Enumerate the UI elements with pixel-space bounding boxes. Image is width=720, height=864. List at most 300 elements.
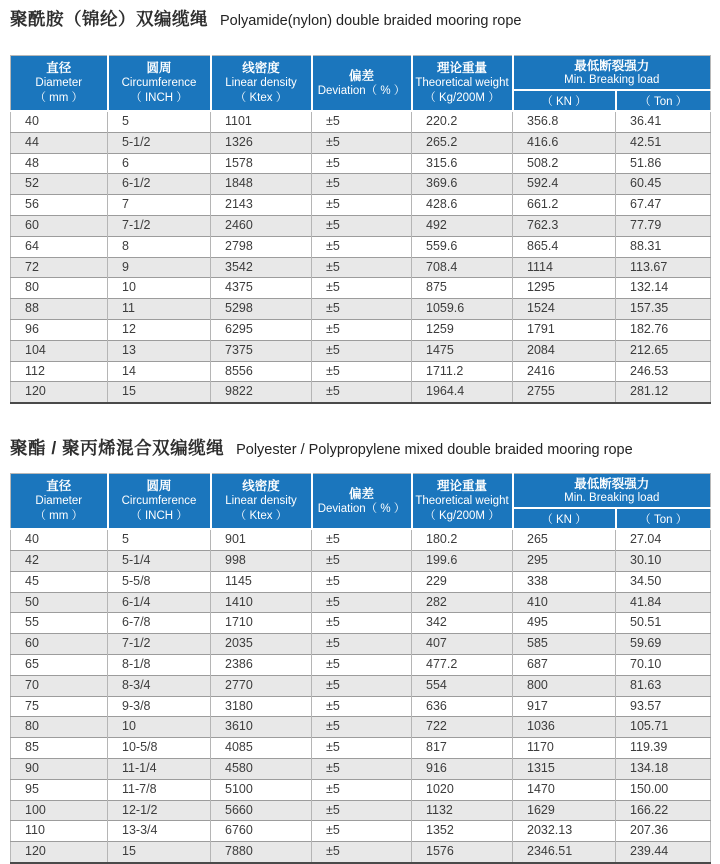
cell: 9822: [211, 382, 312, 403]
breaking-load-stack: [514, 57, 711, 89]
cell: 1315: [513, 758, 616, 779]
cell: 6: [108, 153, 211, 174]
cell: 55: [11, 613, 108, 634]
table-row: [11, 236, 711, 257]
cell: 1352: [412, 821, 513, 842]
column-header-stack: [313, 56, 411, 110]
cell: 93.57: [616, 696, 711, 717]
cell: 14: [108, 361, 211, 382]
cell: 65: [11, 654, 108, 675]
cell: 30.10: [616, 550, 711, 571]
column-header-en: Linear density: [225, 77, 297, 89]
cell: 800: [513, 675, 616, 696]
cell: 40: [11, 111, 108, 132]
cell: 88.31: [616, 236, 711, 257]
cell: 12-1/2: [108, 800, 211, 821]
column-header-unit: （ Ktex ）: [234, 92, 288, 104]
cell: 1576: [412, 842, 513, 863]
cell: 1145: [211, 571, 312, 592]
cell: 182.76: [616, 319, 711, 340]
cell: 508.2: [513, 153, 616, 174]
column-header-unit: （ mm ）: [34, 510, 84, 523]
cell: 708.4: [412, 257, 513, 278]
column-header-stack: [413, 56, 512, 110]
table-row: [11, 153, 711, 174]
table-row: [11, 613, 711, 634]
cell: 2386: [211, 654, 312, 675]
cell: 50.51: [616, 613, 711, 634]
cell: 998: [211, 550, 312, 571]
cell: 100: [11, 800, 108, 821]
table-row: [11, 717, 711, 738]
cell: 2035: [211, 634, 312, 655]
column-header-unit: （ Kg/200M ）: [424, 510, 500, 523]
polyamide-rope-table: [10, 55, 711, 404]
cell: 3180: [211, 696, 312, 717]
cell: 10: [108, 278, 211, 299]
column-header-en: Diameter: [35, 495, 83, 508]
cell: 120: [11, 842, 108, 863]
cell: 901: [211, 529, 312, 550]
cell: 1410: [211, 592, 312, 613]
cell: ±5: [312, 132, 412, 153]
cell: 5: [108, 529, 211, 550]
cell: 1170: [513, 738, 616, 759]
cell: ±5: [312, 153, 412, 174]
table-body: [11, 111, 711, 403]
column-header-stack: [212, 56, 311, 110]
table-row: [11, 571, 711, 592]
cell: 13: [108, 340, 211, 361]
cell: ±5: [312, 278, 412, 299]
cell: ±5: [312, 634, 412, 655]
breaking-load-zh: 最低断裂强力: [574, 476, 650, 491]
cell: 9: [108, 257, 211, 278]
table-row: [11, 550, 711, 571]
cell: 48: [11, 153, 108, 174]
cell: 7-1/2: [108, 634, 211, 655]
cell: 7: [108, 195, 211, 216]
cell: 7375: [211, 340, 312, 361]
cell: 1475: [412, 340, 513, 361]
cell: 104: [11, 340, 108, 361]
polyamide-table-title: [10, 8, 710, 32]
cell: 265: [513, 529, 616, 550]
cell: 2416: [513, 361, 616, 382]
table-row: [11, 319, 711, 340]
cell: ±5: [312, 382, 412, 403]
cell: 50: [11, 592, 108, 613]
cell: 6-1/2: [108, 174, 211, 195]
table-row: [11, 340, 711, 361]
cell: 10-5/8: [108, 738, 211, 759]
table-header: [11, 56, 711, 112]
cell: 220.2: [412, 111, 513, 132]
table-row: [11, 654, 711, 675]
cell: 722: [412, 717, 513, 738]
cell: ±5: [312, 738, 412, 759]
cell: 8-1/8: [108, 654, 211, 675]
cell: 95: [11, 779, 108, 800]
cell: ±5: [312, 111, 412, 132]
cell: 5298: [211, 299, 312, 320]
cell: 636: [412, 696, 513, 717]
cell: 36.41: [616, 111, 711, 132]
cell: ±5: [312, 550, 412, 571]
cell: 10: [108, 717, 211, 738]
cell: 8-3/4: [108, 675, 211, 696]
cell: 157.35: [616, 299, 711, 320]
polyester-rope-table: [10, 473, 711, 864]
column-header-stack: [11, 56, 107, 110]
cell: 5-5/8: [108, 571, 211, 592]
table-row: [11, 592, 711, 613]
column-header-unit: （ INCH ）: [130, 92, 188, 104]
cell: 120: [11, 382, 108, 403]
cell: 150.00: [616, 779, 711, 800]
cell: 75: [11, 696, 108, 717]
cell: ±5: [312, 654, 412, 675]
breaking-load-stack: [514, 475, 711, 507]
cell: 56: [11, 195, 108, 216]
breaking-load-sub-kn: （ KN ）: [513, 90, 616, 111]
cell: 90: [11, 758, 108, 779]
column-header-en: Theoretical weight: [415, 77, 509, 89]
column-header-4: [312, 56, 412, 112]
table-row: [11, 215, 711, 236]
cell: ±5: [312, 529, 412, 550]
cell: 315.6: [412, 153, 513, 174]
cell: ±5: [312, 821, 412, 842]
cell: 229: [412, 571, 513, 592]
cell: 865.4: [513, 236, 616, 257]
cell: 8556: [211, 361, 312, 382]
column-header-stack: [413, 474, 512, 528]
column-header-zh: 线密度: [242, 479, 280, 494]
column-header-en: Deviation（ % ）: [317, 502, 406, 515]
cell: 8: [108, 236, 211, 257]
cell: 3542: [211, 257, 312, 278]
cell: ±5: [312, 675, 412, 696]
cell: 2032.13: [513, 821, 616, 842]
cell: 4375: [211, 278, 312, 299]
cell: 661.2: [513, 195, 616, 216]
cell: 180.2: [412, 529, 513, 550]
cell: 1036: [513, 717, 616, 738]
cell: ±5: [312, 800, 412, 821]
cell: 42.51: [616, 132, 711, 153]
column-header-en: Diameter: [35, 77, 83, 89]
table-row: [11, 738, 711, 759]
cell: 492: [412, 215, 513, 236]
cell: 134.18: [616, 758, 711, 779]
breaking-load-sub-ton: （ Ton ）: [616, 90, 711, 111]
cell: 112: [11, 361, 108, 382]
column-header-en: Deviation（ % ）: [317, 84, 406, 97]
cell: 2755: [513, 382, 616, 403]
cell: 1059.6: [412, 299, 513, 320]
cell: 15: [108, 842, 211, 863]
cell: 1295: [513, 278, 616, 299]
cell: 6295: [211, 319, 312, 340]
cell: 45: [11, 571, 108, 592]
cell: 59.69: [616, 634, 711, 655]
cell: 477.2: [412, 654, 513, 675]
cell: 34.50: [616, 571, 711, 592]
cell: 60.45: [616, 174, 711, 195]
breaking-load-zh: 最低断裂强力: [574, 58, 650, 73]
cell: 4580: [211, 758, 312, 779]
column-header-stack: [313, 474, 411, 528]
cell: 1101: [211, 111, 312, 132]
cell: 239.44: [616, 842, 711, 863]
table-row: [11, 299, 711, 320]
cell: ±5: [312, 340, 412, 361]
cell: 81.63: [616, 675, 711, 696]
cell: 416.6: [513, 132, 616, 153]
cell: 1710: [211, 613, 312, 634]
cell: 559.6: [412, 236, 513, 257]
cell: 1524: [513, 299, 616, 320]
cell: 3610: [211, 717, 312, 738]
column-header-2: [108, 474, 211, 530]
breaking-load-en: Min. Breaking load: [564, 73, 660, 86]
cell: ±5: [312, 319, 412, 340]
cell: 295: [513, 550, 616, 571]
column-header-5: [412, 474, 513, 530]
cell: 1326: [211, 132, 312, 153]
cell: 6760: [211, 821, 312, 842]
cell: ±5: [312, 613, 412, 634]
cell: 265.2: [412, 132, 513, 153]
cell: 44: [11, 132, 108, 153]
table-row: [11, 111, 711, 132]
table-row: [11, 132, 711, 153]
cell: 428.6: [412, 195, 513, 216]
breaking-load-en: Min. Breaking load: [564, 491, 660, 504]
table-row: [11, 800, 711, 821]
column-header-3: [211, 56, 312, 112]
column-header-zh: 圆周: [146, 61, 172, 75]
cell: 70.10: [616, 654, 711, 675]
table-header: [11, 474, 711, 530]
cell: 2143: [211, 195, 312, 216]
cell: 2770: [211, 675, 312, 696]
column-header-stack: [109, 56, 210, 110]
column-header-zh: 直径: [46, 61, 72, 75]
table-row: [11, 758, 711, 779]
column-header-en: Circumference: [121, 77, 197, 89]
column-header-2: [108, 56, 211, 112]
cell: 40: [11, 529, 108, 550]
cell: ±5: [312, 592, 412, 613]
cell: 60: [11, 215, 108, 236]
cell: ±5: [312, 215, 412, 236]
polyamide-title-zh: 聚酰胺（锦纶）双编缆绳: [10, 9, 208, 29]
column-header-zh: 线密度: [242, 61, 280, 75]
cell: 369.6: [412, 174, 513, 195]
column-header-zh: 理论重量: [436, 61, 487, 75]
cell: 281.12: [616, 382, 711, 403]
column-header-zh: 圆周: [146, 479, 172, 494]
cell: 80: [11, 278, 108, 299]
cell: ±5: [312, 361, 412, 382]
cell: 42: [11, 550, 108, 571]
cell: 410: [513, 592, 616, 613]
cell: 6-1/4: [108, 592, 211, 613]
table-row: [11, 821, 711, 842]
cell: 875: [412, 278, 513, 299]
cell: 917: [513, 696, 616, 717]
cell: 916: [412, 758, 513, 779]
cell: 207.36: [616, 821, 711, 842]
cell: 1114: [513, 257, 616, 278]
breaking-load-sub-ton: （ Ton ）: [616, 508, 711, 529]
cell: 342: [412, 613, 513, 634]
cell: 77.79: [616, 215, 711, 236]
cell: 105.71: [616, 717, 711, 738]
cell: 2346.51: [513, 842, 616, 863]
cell: 1020: [412, 779, 513, 800]
cell: 64: [11, 236, 108, 257]
cell: ±5: [312, 257, 412, 278]
column-header-en: Theoretical weight: [415, 495, 509, 508]
cell: 1629: [513, 800, 616, 821]
cell: 1259: [412, 319, 513, 340]
cell: 495: [513, 613, 616, 634]
cell: 817: [412, 738, 513, 759]
column-header-5: [412, 56, 513, 112]
column-header-en: Linear density: [225, 495, 297, 508]
column-header-4: [312, 474, 412, 530]
cell: 119.39: [616, 738, 711, 759]
cell: ±5: [312, 571, 412, 592]
column-header-zh: 偏差: [348, 486, 374, 501]
cell: 11-1/4: [108, 758, 211, 779]
cell: 41.84: [616, 592, 711, 613]
cell: 67.47: [616, 195, 711, 216]
cell: ±5: [312, 195, 412, 216]
cell: 15: [108, 382, 211, 403]
polyester-title-en: Polyester / Polypropylene mixed double braided mooring rope: [236, 442, 633, 459]
column-header-unit: （ Ktex ）: [234, 510, 288, 523]
cell: 52: [11, 174, 108, 195]
column-header-1: [11, 56, 108, 112]
cell: 1132: [412, 800, 513, 821]
cell: 2798: [211, 236, 312, 257]
cell: 113.67: [616, 257, 711, 278]
cell: 72: [11, 257, 108, 278]
cell: 27.04: [616, 529, 711, 550]
polyamide-title-en: Polyamide(nylon) double braided mooring rope: [220, 13, 522, 29]
cell: 11-7/8: [108, 779, 211, 800]
cell: ±5: [312, 842, 412, 863]
cell: 51.86: [616, 153, 711, 174]
table-row: [11, 675, 711, 696]
cell: ±5: [312, 779, 412, 800]
cell: 2460: [211, 215, 312, 236]
cell: 5660: [211, 800, 312, 821]
column-header-en: Circumference: [121, 495, 197, 508]
cell: 407: [412, 634, 513, 655]
column-header-zh: 理论重量: [436, 479, 487, 494]
cell: 246.53: [616, 361, 711, 382]
cell: 132.14: [616, 278, 711, 299]
table-row: [11, 278, 711, 299]
cell: 762.3: [513, 215, 616, 236]
cell: 1964.4: [412, 382, 513, 403]
cell: 11: [108, 299, 211, 320]
cell: 166.22: [616, 800, 711, 821]
cell: 7880: [211, 842, 312, 863]
cell: 5-1/4: [108, 550, 211, 571]
cell: 60: [11, 634, 108, 655]
cell: 2084: [513, 340, 616, 361]
cell: 80: [11, 717, 108, 738]
polyester-rope-section: [10, 437, 710, 864]
table-row: [11, 529, 711, 550]
cell: 96: [11, 319, 108, 340]
cell: 554: [412, 675, 513, 696]
breaking-load-group-header: [513, 474, 711, 509]
cell: ±5: [312, 174, 412, 195]
cell: 199.6: [412, 550, 513, 571]
table-row: [11, 634, 711, 655]
cell: 6-7/8: [108, 613, 211, 634]
column-header-unit: （ INCH ）: [130, 510, 188, 523]
cell: 13-3/4: [108, 821, 211, 842]
polyamide-rope-section: [10, 8, 710, 404]
header-row-main: [11, 474, 711, 509]
cell: ±5: [312, 758, 412, 779]
cell: 1470: [513, 779, 616, 800]
cell: 687: [513, 654, 616, 675]
cell: 4085: [211, 738, 312, 759]
column-header-1: [11, 474, 108, 530]
header-row-main: [11, 56, 711, 91]
cell: 110: [11, 821, 108, 842]
cell: ±5: [312, 696, 412, 717]
cell: ±5: [312, 299, 412, 320]
cell: 212.65: [616, 340, 711, 361]
cell: ±5: [312, 236, 412, 257]
cell: 5-1/2: [108, 132, 211, 153]
cell: ±5: [312, 717, 412, 738]
column-header-stack: [109, 474, 210, 528]
cell: 12: [108, 319, 211, 340]
table-row: [11, 382, 711, 403]
cell: 9-3/8: [108, 696, 211, 717]
cell: 1848: [211, 174, 312, 195]
polyester-title-zh: 聚酯 / 聚丙烯混合双编缆绳: [10, 438, 225, 459]
table-row: [11, 195, 711, 216]
cell: 5: [108, 111, 211, 132]
cell: 338: [513, 571, 616, 592]
polyester-table-title: [10, 437, 710, 461]
table-row: [11, 257, 711, 278]
table-row: [11, 361, 711, 382]
cell: 282: [412, 592, 513, 613]
cell: 88: [11, 299, 108, 320]
table-body: [11, 529, 711, 863]
table-row: [11, 696, 711, 717]
column-header-zh: 直径: [46, 479, 72, 494]
cell: 7-1/2: [108, 215, 211, 236]
column-header-stack: [212, 474, 311, 528]
cell: 70: [11, 675, 108, 696]
cell: 356.8: [513, 111, 616, 132]
table-row: [11, 174, 711, 195]
